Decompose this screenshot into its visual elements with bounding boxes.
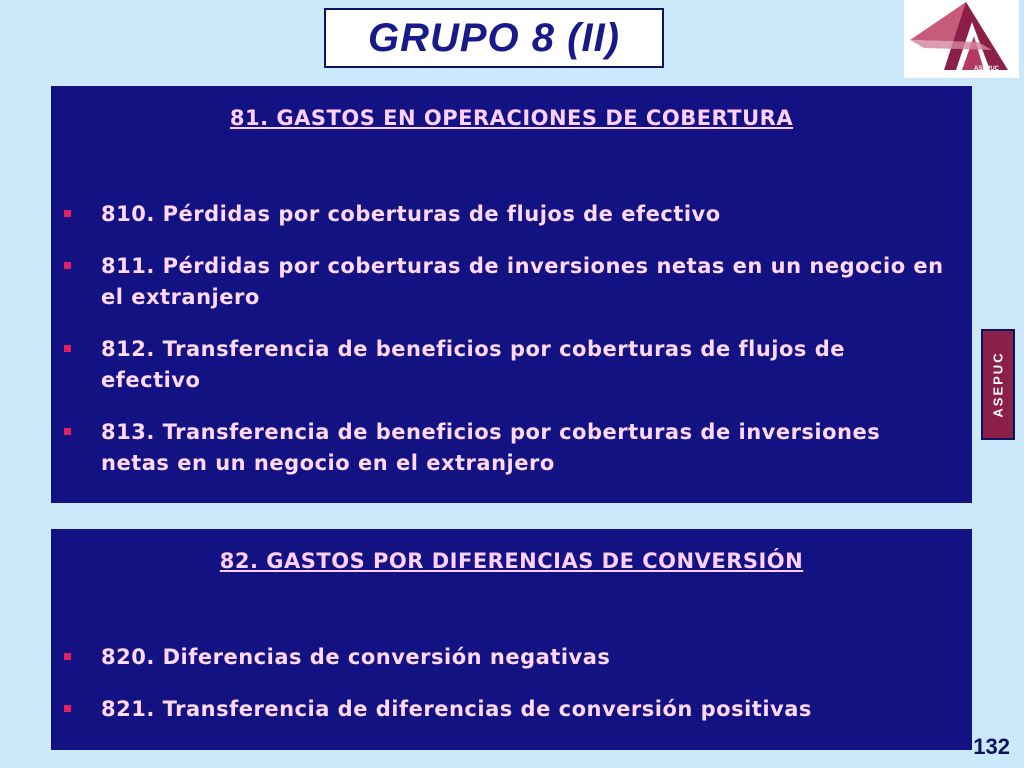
list-item bbox=[51, 251, 972, 313]
panel-heading: 81. GASTOS EN OPERACIONES DE COBERTURA bbox=[229, 106, 794, 130]
list-item bbox=[51, 642, 972, 673]
side-label-text: ASEPUC bbox=[990, 351, 1006, 418]
page-number: 132 bbox=[973, 734, 1010, 759]
account-list bbox=[51, 642, 972, 725]
account-list bbox=[51, 199, 972, 479]
bullet-icon bbox=[64, 210, 71, 217]
bullet-icon bbox=[64, 705, 71, 712]
list-item-text: 812. Transferencia de beneficios por coberturas de flujos de efectivo bbox=[101, 337, 845, 392]
slide-title-box bbox=[324, 8, 664, 68]
list-item bbox=[51, 694, 972, 725]
panel-coverage-expenses bbox=[51, 86, 972, 503]
side-label bbox=[981, 329, 1015, 440]
logo-text: ASEPUC bbox=[974, 66, 1000, 72]
list-item-text: 813. Transferencia de beneficios por coberturas de inversiones netas en un negocio en el extranjero bbox=[101, 420, 881, 475]
bullet-icon bbox=[64, 262, 71, 269]
bullet-icon bbox=[64, 345, 71, 352]
bullet-icon bbox=[64, 653, 71, 660]
slide-title: GRUPO 8 (II) bbox=[367, 15, 621, 60]
bullet-icon bbox=[64, 428, 71, 435]
panel-conversion-expenses bbox=[51, 529, 972, 750]
list-item-text: 810. Pérdidas por coberturas de flujos de efectivo bbox=[101, 202, 721, 226]
list-item bbox=[51, 417, 972, 479]
asepuc-logo bbox=[904, 0, 1019, 78]
list-item-text: 820. Diferencias de conversión negativas bbox=[101, 645, 611, 669]
list-item-text: 821. Transferencia de diferencias de conversión positivas bbox=[101, 697, 812, 721]
list-item bbox=[51, 199, 972, 230]
panel-heading: 82. GASTOS POR DIFERENCIAS DE CONVERSIÓN bbox=[219, 549, 804, 573]
list-item-text: 811. Pérdidas por coberturas de inversiones netas en un negocio en el extranjero bbox=[101, 254, 944, 309]
list-item bbox=[51, 334, 972, 396]
